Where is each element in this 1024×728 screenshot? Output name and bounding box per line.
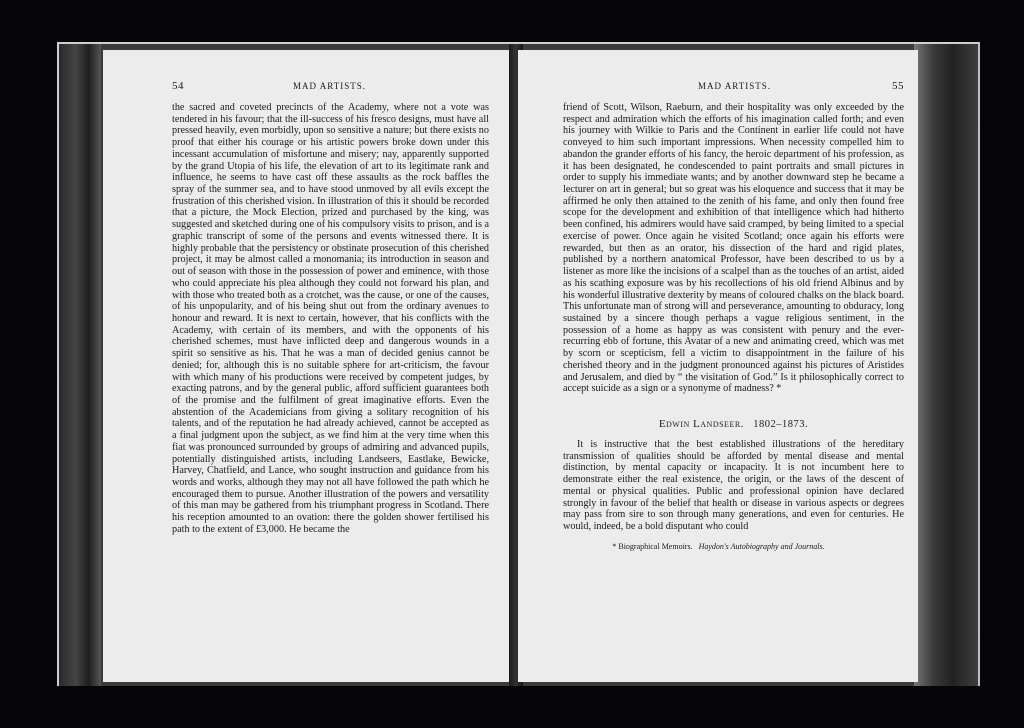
section-heading-dates: 1802–1873. <box>753 418 809 430</box>
left-page <box>103 50 513 682</box>
footnote-marker: * Biographical Memoirs. <box>612 541 693 551</box>
scan-right-edge <box>914 44 978 686</box>
scan-left-edge <box>59 44 101 686</box>
left-page-number: 54 <box>172 80 184 92</box>
footnote <box>563 542 904 551</box>
left-page-header <box>172 80 489 92</box>
right-page <box>518 50 918 682</box>
right-running-head: MAD ARTISTS. <box>698 81 771 91</box>
scanned-book-spread <box>57 42 980 686</box>
footnote-source: Haydon's Autobiography and Journals. <box>698 541 825 551</box>
left-running-head: MAD ARTISTS. <box>293 81 366 91</box>
left-page-text: the sacred and coveted precincts of the Academy, where not a vote was tendered in his favour; that the ill-success of his fresco designs, must have all pressed heavily, even morbidly, upon so sensitive a nature; but there exists no proof that either his courage or his artistic powers broke down under this incessant accumulation of misfortune and misery; nay, apparently supported by the grand Utopia of his life, the elevation of art to its legitimate rank and influence, he seems to have cast off these assaults as the rock baffles the spray of the summer sea, and to have stood unmoved by all evils except the frustration of this cherished vision. In illustration of this it should be recorded that a picture, the Mock Election, prized and purchased by the king, was suggested and sketched during one of his compulsory visits to prison, and is a graphic transcript of some of the persons and events witnessed there. It is highly probable that the persistency or obstinate prosecution of this cherished project, it may be almost called a monomania; its introduction in season and out of season with those in the possession of power and eminence, with those who could appreciate his plea although they could not forward his plan, and with those who treated both as a crotchet, was the cause, or one of the causes, of his unpopularity, and of his being shut out from the ordinary avenues to honour and reward. It is next to certain, however, that his conflicts with the Academy, with certain of its members, and with the opponents of his cherished schemes, must have inflicted deep and dangerous wounds in a spirit so sensitive as his. That he was a man of decided genius cannot be denied; for, although this is no suitable sphere for art-criticism, the favour with which many of his productions were received by competent judges, by exacting patrons, and by the general public, afford sufficient guarantees both of the promise and the fulfilment of great imaginative efforts. Even the abstention of the Academicians from giving a solitary recognition of his talents, and of the reputation he had already achieved, cannot be accepted as a final judgment upon the subject, as we find him at the very time when this fiat was pronounced surrounded by groups of admiring and advanced pupils, potentially distinguished artists, including Landseers, Eastlake, Bewicke, Harvey, Chatfield, and Lance, who sought instruction and guidance from his words and works, although they may not all have followed the path which he encouraged them to pursue. Another illustration of the powers and versatility of this man may be gathered from his triumphant progress in Scotland. There his reception amounted to an ovation: there the golden shower fertilised his path to the extent of £3,000. He became the <box>172 102 489 535</box>
section-heading-name: Edwin Landseer. <box>658 417 744 430</box>
right-page-text: friend of Scott, Wilson, Raeburn, and their hospitality was only exceeded by the respect and admiration which the efforts of his imagination called forth; and even his journey with Wilkie to Paris and the Continent in earlier life could not have conveyed to him such important impressions. When necessity compelled him to abandon the grander efforts of his fancy, the heroic department of his profession, as it has been designated, he condescended to paint portraits and small pictures in order to supply his immediate wants; and by another downward step he became a lecturer on art in general; but so great was his eloquence and success that it may be affirmed he only then attained to the zenith of his fame, and only then found free scope for the development and exhibition of that intelligence which had hitherto been confined, his admirers would have said cramped, by being limited to a special exercise of power. Once again he visited Scotland; once again his efforts were rewarded, but then as an orator, his dissection of the hard and rigid plates, published by a northern anatomical Professor, have been described to us by a listener as more like the incisions of a scalpel than as the touches of an artist, aided as his scathing exposure was by his recollections of his old friend Albinus and by his wonderful illustrative dexterity by means of coloured chalks on the black board. This unfortunate man of strong will and perseverance, amounting to obduracy, long sustained by a sincere though perhaps a vague religious sentiment, in the possession of a home as happy as was consistent with penury and the ever-recurring ebb of fortune, this Avatar of a new and animating creed, which was met by scorn or scepticism, fell a victim to disappointment in the failure of his cherished theory and in the judgment pronounced against his pictures of Aristides and Jerusalem, and died by “ the visitation of God.” Is it philosophically correct to accept suicide as a sign or a synonyme of madness? * <box>563 102 904 395</box>
section-text: It is instructive that the best established illustrations of the hereditary transmission of qualities should be afforded by mental disease and mental distinction, by mental capacity or incapacity. It is not incumbent here to demonstrate either the real existence, the origin, or the laws of the descent of mental or physical qualities. Public and professional opinion have declared strongly in favour of the belief that health or disease in various aspects or degrees may pass from sire to son through many generations, and even for centuries. He would, indeed, be a bold disputant who could <box>563 438 904 532</box>
section-heading <box>563 418 904 430</box>
right-page-number: 55 <box>891 80 904 92</box>
right-page-header <box>563 80 904 92</box>
